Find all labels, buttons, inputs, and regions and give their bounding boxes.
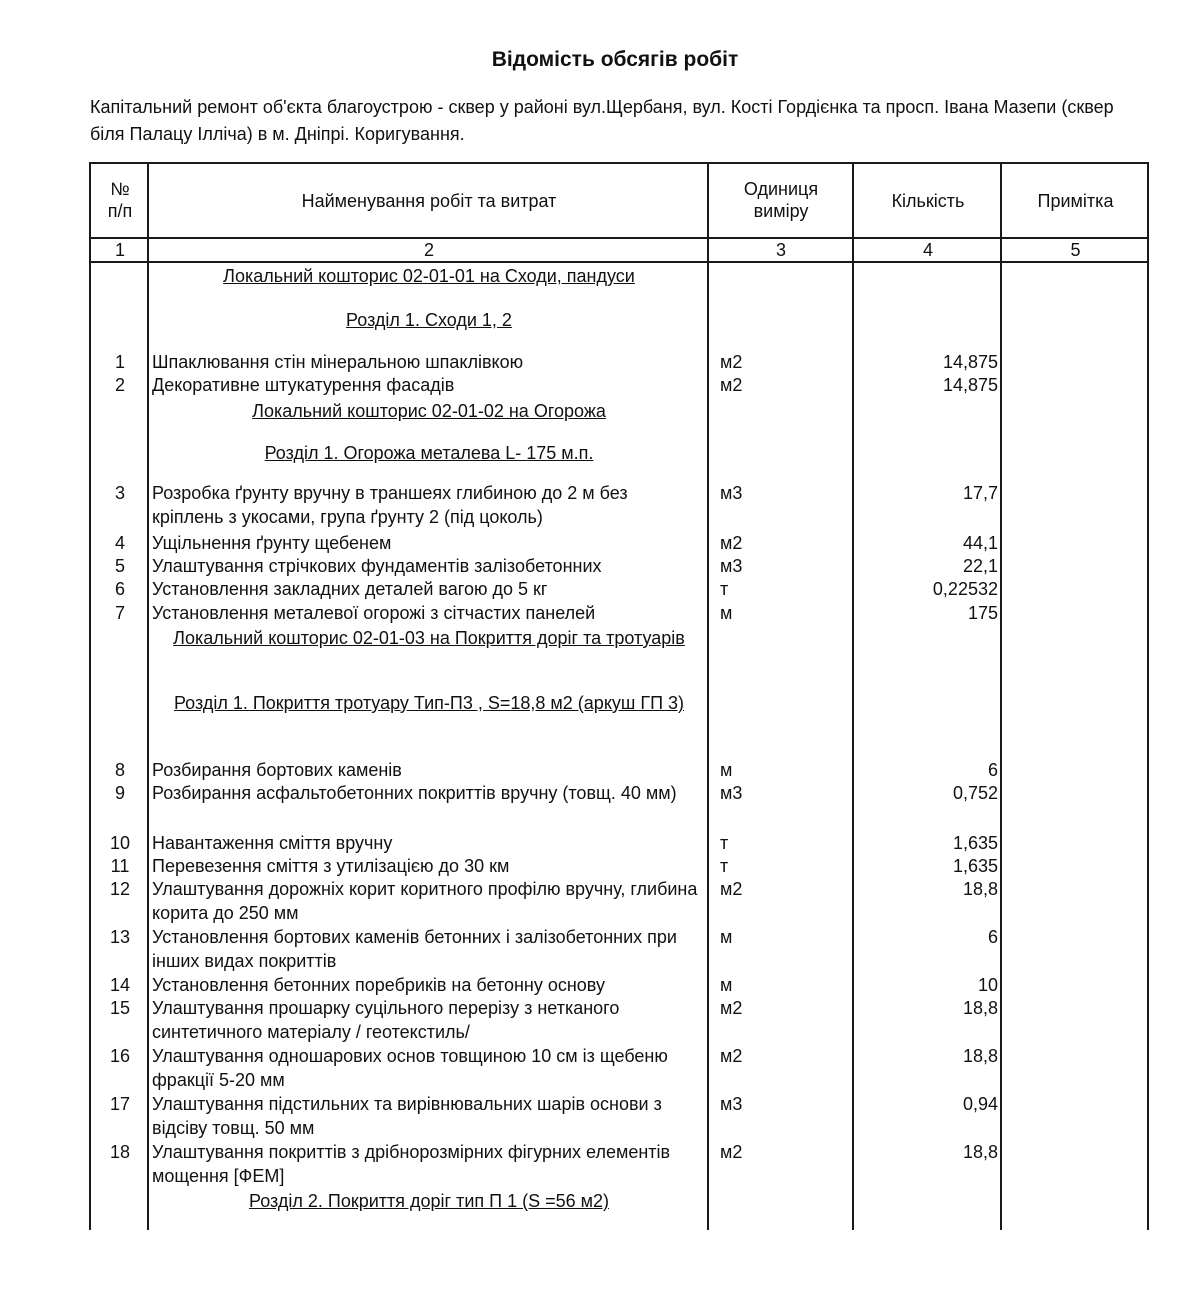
row-number: 11 <box>110 856 130 876</box>
column-divider-1 <box>147 162 149 1230</box>
header-name: Найменування робіт та витрат <box>301 191 557 211</box>
row-name: Улаштування одношарових основ товщиною 10 см із щебеню фракції 5-20 мм <box>152 1046 668 1090</box>
row-unit: м2 <box>720 352 743 372</box>
row-name: Установлення металевої огорожі з сітчастих панелей <box>152 603 596 623</box>
row-quantity: 44,1 <box>962 533 998 553</box>
row-name: Розбирання асфальтобетонних покриттів вручну (товщ. 40 мм) <box>152 783 677 803</box>
section-heading: Розділ 1. Огорожа металева L- 175 м.п. <box>264 443 594 463</box>
section-heading: Розділ 1. Покриття тротуару Тип-П3 , S=18,8 м2 (аркуш ГП 3) <box>173 693 685 713</box>
row-unit: т <box>720 856 729 876</box>
row-name: Перевезення сміття з утилізацією до 30 км <box>152 856 510 876</box>
row-unit: м2 <box>720 1046 743 1066</box>
header-unit: Одиниця виміру <box>743 179 819 221</box>
column-number-4: 4 <box>922 240 933 260</box>
row-name: Розбирання бортових каменів <box>152 760 402 780</box>
column-number-1: 1 <box>114 240 125 260</box>
header-note: Примітка <box>1037 191 1114 211</box>
row-number: 9 <box>114 783 125 803</box>
row-name: Улаштування дорожніх корит коритного профілю вручну, глибина корита до 250 мм <box>152 879 698 923</box>
row-number: 6 <box>114 579 125 599</box>
row-quantity: 0,94 <box>962 1094 998 1114</box>
row-quantity: 18,8 <box>962 1142 998 1162</box>
row-unit: м2 <box>720 998 743 1018</box>
row-unit: м3 <box>720 1094 743 1114</box>
section-heading: Локальний кошторис 02-01-02 на Огорожа <box>252 401 606 421</box>
row-name: Установлення закладних деталей вагою до 5 кг <box>152 579 548 599</box>
section-heading: Локальний кошторис 02-01-01 на Сходи, пандуси <box>223 266 635 286</box>
row-number: 15 <box>109 998 131 1018</box>
row-name: Установлення бетонних поребриків на бетонну основу <box>152 975 605 995</box>
row-name: Шпаклювання стін мінеральною шпаклівкою <box>152 352 524 372</box>
row-quantity: 6 <box>987 927 998 947</box>
row-quantity: 14,875 <box>942 375 998 395</box>
row-number: 3 <box>114 483 125 503</box>
row-number: 2 <box>114 375 125 395</box>
row-quantity: 0,752 <box>952 783 998 803</box>
row-quantity: 0,22532 <box>932 579 998 599</box>
row-unit: м3 <box>720 556 743 576</box>
row-unit: м <box>720 603 733 623</box>
row-quantity: 10 <box>977 975 998 995</box>
row-name: Декоративне штукатурення фасадів <box>152 375 455 395</box>
row-quantity: 17,7 <box>962 483 998 503</box>
row-number: 4 <box>114 533 125 553</box>
row-quantity: 18,8 <box>962 998 998 1018</box>
row-number: 14 <box>109 975 131 995</box>
header-quantity: Кількість <box>891 191 965 211</box>
row-number: 7 <box>114 603 125 623</box>
header-number: № п/п <box>107 179 133 221</box>
row-name: Установлення бортових каменів бетонних і залізобетонних при інших видах покриттів <box>152 927 677 971</box>
row-quantity: 22,1 <box>962 556 998 576</box>
document-title: Відомість обсягів робіт <box>491 48 739 71</box>
row-quantity: 1,635 <box>952 833 998 853</box>
row-number: 17 <box>109 1094 131 1114</box>
section-heading: Локальний кошторис 02-01-03 на Покриття доріг та тротуарів <box>173 628 685 648</box>
table-border-right <box>1147 162 1149 1230</box>
row-number: 12 <box>109 879 131 899</box>
column-number-3: 3 <box>775 240 786 260</box>
column-divider-3 <box>852 162 854 1230</box>
row-unit: т <box>720 833 729 853</box>
column-number-5: 5 <box>1070 240 1081 260</box>
row-unit: м <box>720 760 733 780</box>
row-quantity: 1,635 <box>952 856 998 876</box>
column-divider-4 <box>1000 162 1002 1230</box>
row-name: Розробка ґрунту вручну в траншеях глибиною до 2 м без кріплень з укосами, група ґрунту 2 (під цоколь) <box>152 483 628 527</box>
row-unit: м3 <box>720 483 743 503</box>
row-number: 13 <box>109 927 131 947</box>
row-number: 10 <box>109 833 131 853</box>
row-quantity: 175 <box>967 603 998 623</box>
table-border-top <box>90 162 1149 164</box>
row-number: 8 <box>114 760 125 780</box>
row-quantity: 6 <box>987 760 998 780</box>
row-number: 16 <box>109 1046 131 1066</box>
row-name: Ущільнення ґрунту щебенем <box>152 533 392 553</box>
row-name: Улаштування підстильних та вирівнювальних шарів основи з відсіву товщ. 50 мм <box>152 1094 662 1138</box>
row-number: 5 <box>114 556 125 576</box>
row-number: 18 <box>109 1142 131 1162</box>
column-numbers-divider <box>90 261 1149 263</box>
row-unit: м2 <box>720 879 743 899</box>
document-subtitle: Капітальний ремонт об'єкта благоустрою - сквер у районі вул.Щербаня, вул. Кості Гордієнка та просп. Івана Мазепи (сквер біля Палацу Ілліча) в м. Дніпрі. Коригування. <box>90 97 1114 144</box>
row-unit: м2 <box>720 375 743 395</box>
row-name: Улаштування прошарку суцільного перерізу з нетканого синтетичного матеріалу / геотекстиль/ <box>152 998 620 1042</box>
table-border-left <box>89 162 91 1230</box>
row-name: Навантаження сміття вручну <box>152 833 393 853</box>
row-unit: м2 <box>720 533 743 553</box>
column-number-2: 2 <box>423 240 434 260</box>
section-heading: Розділ 2. Покриття доріг тип П 1 (S =56 м2) <box>248 1191 610 1211</box>
row-quantity: 18,8 <box>962 1046 998 1066</box>
row-name: Улаштування покриттів з дрібнорозмірних фігурних елементів мощення [ФЕМ] <box>152 1142 671 1186</box>
row-unit: т <box>720 579 729 599</box>
row-name: Улаштування стрічкових фундаментів залізобетонних <box>152 556 602 576</box>
section-heading: Розділ 1. Сходи 1, 2 <box>346 310 512 330</box>
row-unit: м <box>720 975 733 995</box>
row-unit: м <box>720 927 733 947</box>
row-unit: м2 <box>720 1142 743 1162</box>
row-number: 1 <box>114 352 125 372</box>
row-quantity: 14,875 <box>942 352 998 372</box>
row-quantity: 18,8 <box>962 879 998 899</box>
row-unit: м3 <box>720 783 743 803</box>
